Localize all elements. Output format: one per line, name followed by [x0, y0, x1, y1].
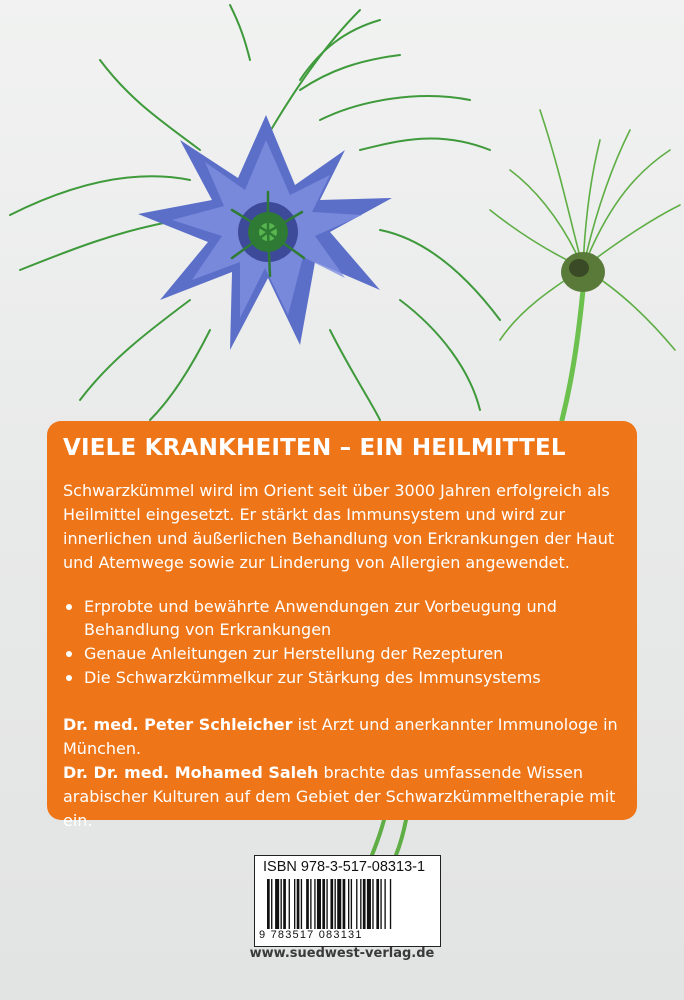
- author-bio: ist Arzt und anerkannter Immunologe in München.: [63, 715, 618, 758]
- barcode-digits: 9 783517 083131: [259, 929, 363, 941]
- headline: VIELE KRANKHEITEN – EIN HEILMITTEL: [63, 435, 566, 461]
- orange-info-box: [47, 421, 637, 830]
- author-name: Dr. med. Peter Schleicher: [63, 715, 293, 734]
- feature-list: [63, 595, 623, 690]
- list-item: Erprobte und bewährte Anwendungen zur Vorbeugung und Behandlung von Erkrankungen: [63, 595, 623, 641]
- barcode-icon: [267, 879, 429, 929]
- nigella-bloom: [138, 115, 392, 350]
- intro-paragraph: Schwarzkümmel wird im Orient seit über 3000 Jahren erfolgreich als Heilmittel eingesetzt. Er stärkt das Immunsystem und wird zur innerlichen und äußerlichen Behandlung von Erkrankungen der Haut und Atemwege sowie zur Linderung von Allergien angewendet.: [63, 481, 615, 572]
- list-item: Genaue Anleitungen zur Herstellung der Rezepturen: [63, 642, 623, 665]
- author-name: Dr. Dr. med. Mohamed Saleh: [63, 763, 319, 782]
- barcode-label: [254, 855, 441, 947]
- authors-paragraph: [63, 713, 629, 833]
- isbn-number: ISBN 978-3-517-08313-1: [263, 859, 426, 875]
- publisher-website: www.suedwest-verlag.de: [249, 946, 435, 961]
- nigella-seedpod: [490, 110, 680, 420]
- list-item: Die Schwarzkümmelkur zur Stärkung des Immunsystems: [63, 666, 623, 689]
- author-bio: brachte das umfassende Wissen arabischer Kulturen auf dem Gebiet der Schwarzkümmeltherapie mit ein.: [63, 763, 616, 830]
